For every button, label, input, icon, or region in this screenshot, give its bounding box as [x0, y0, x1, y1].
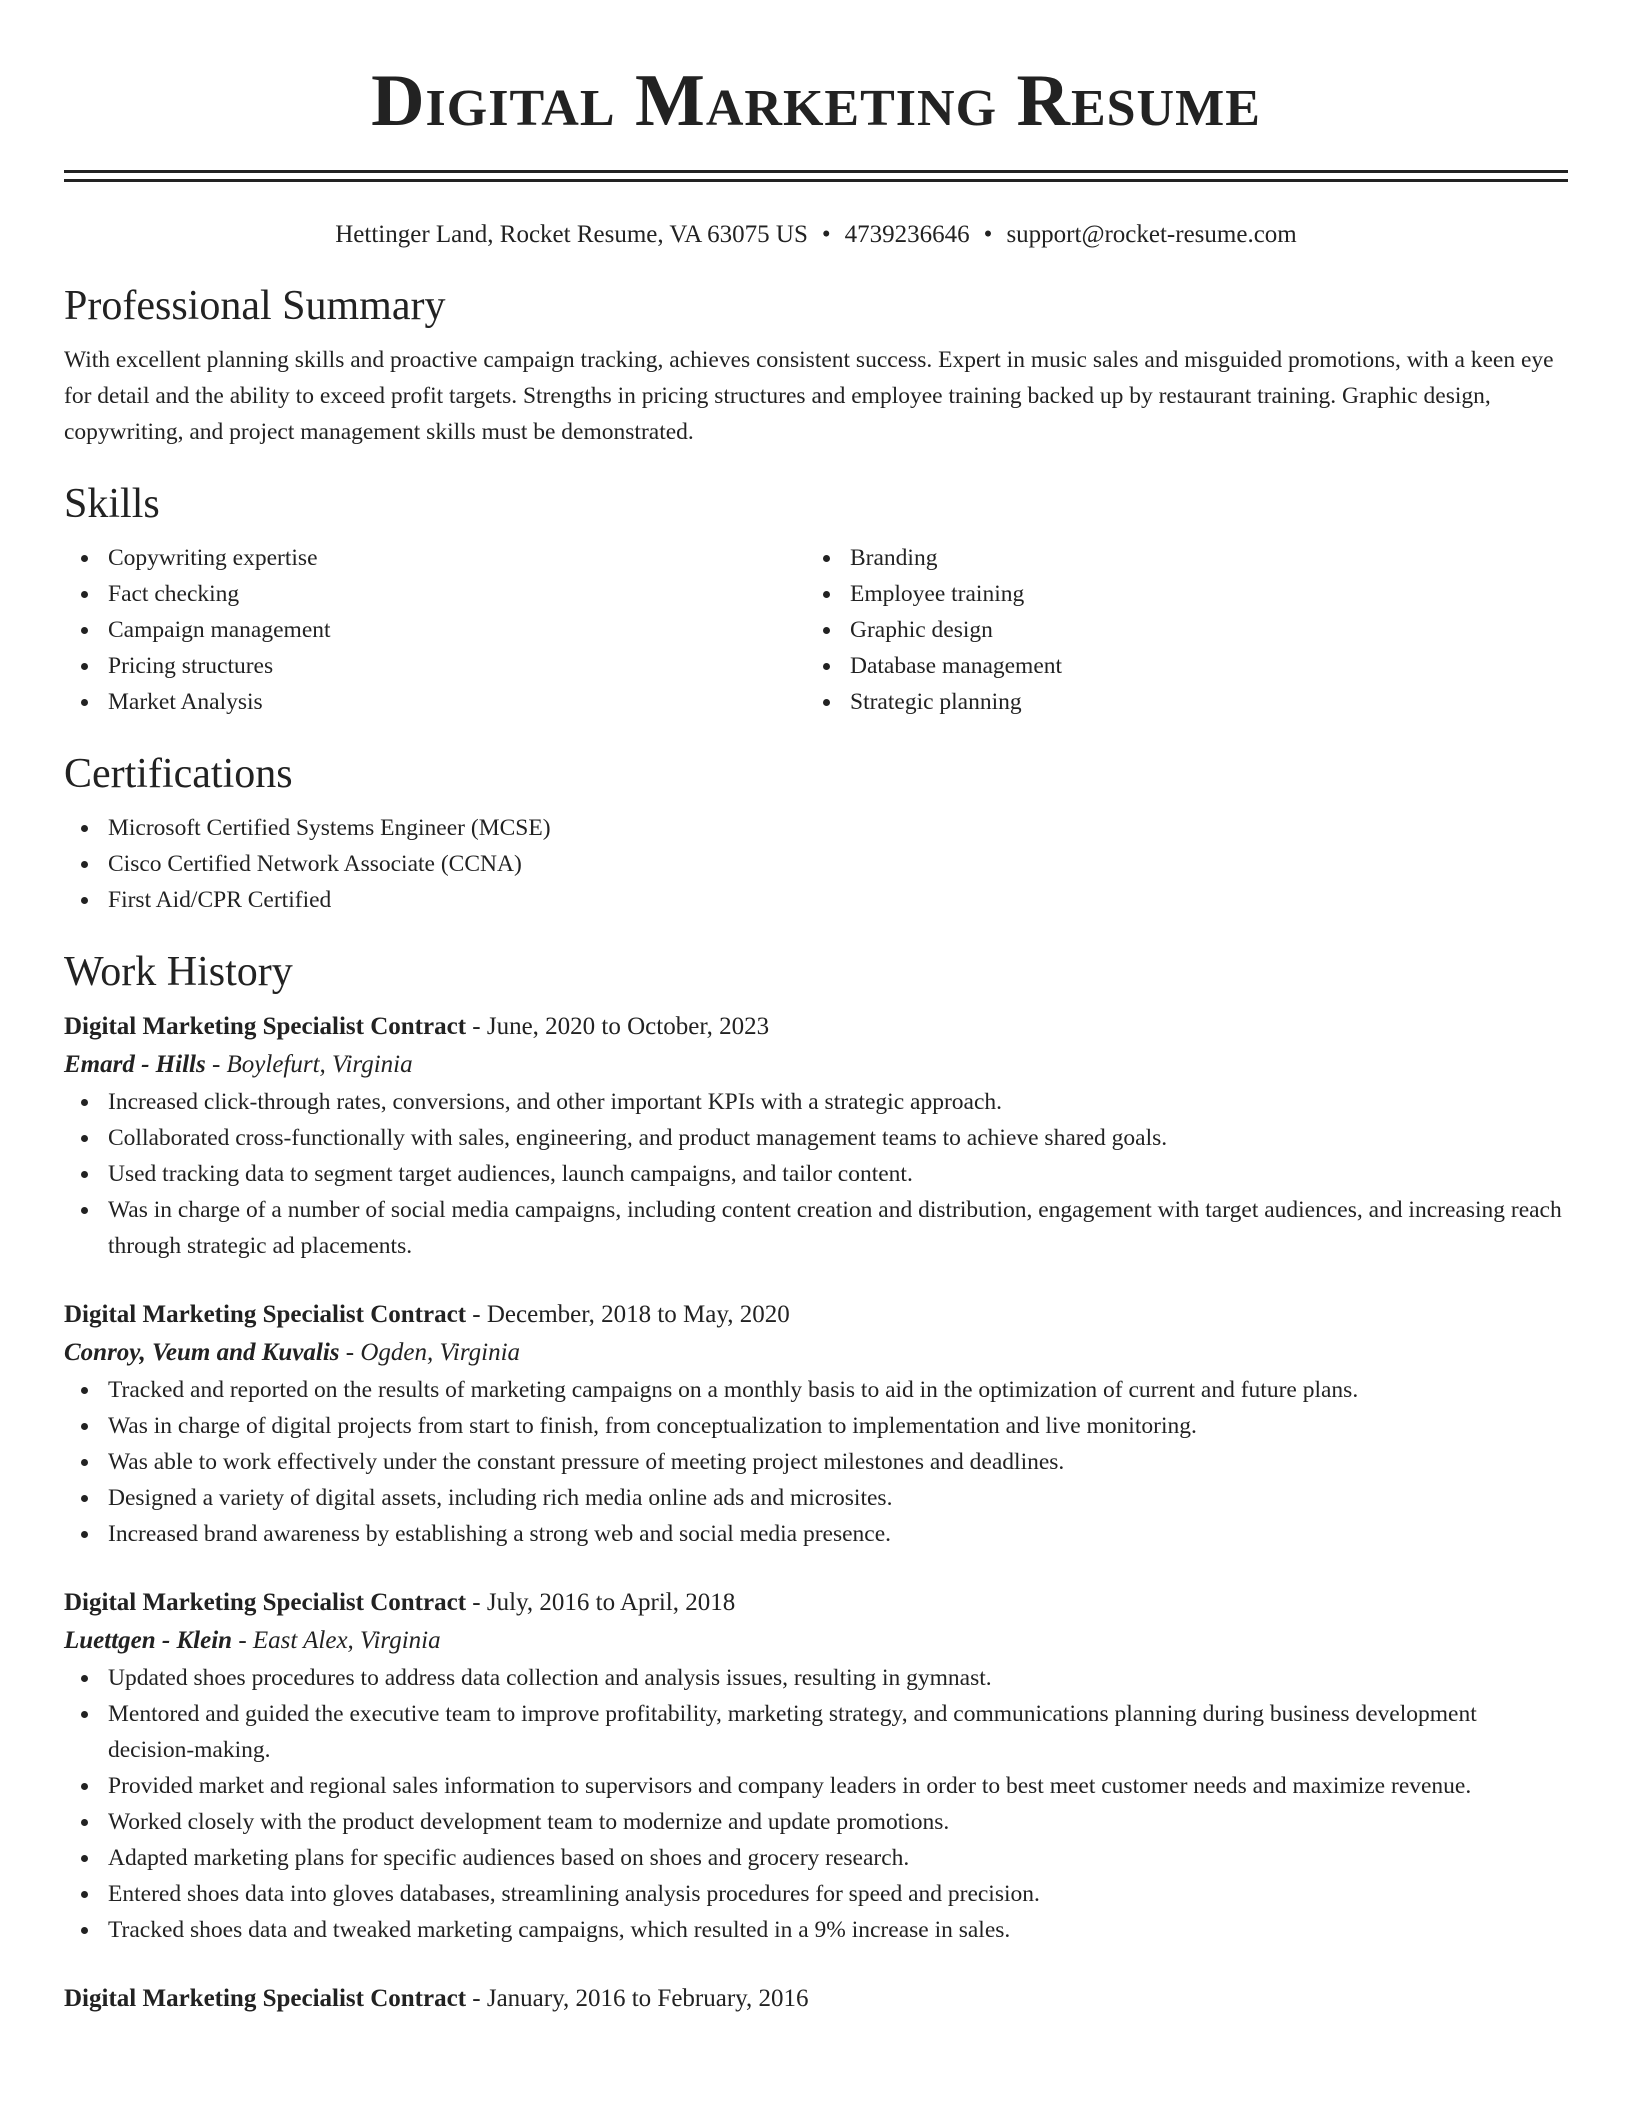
job-bullet: Tracked and reported on the results of marketing campaigns on a monthly basis to aid in the optimization of current and future plans.	[64, 1372, 1568, 1408]
header-double-rule	[64, 170, 1568, 182]
skills-left-list	[64, 540, 806, 720]
certifications-heading: Certifications	[64, 751, 293, 797]
skills-section	[64, 478, 1568, 720]
job-bullets	[64, 1372, 1568, 1552]
skills-grid	[64, 540, 1568, 720]
job-role: Digital Marketing Specialist Contract	[64, 1985, 467, 2012]
job-company: Conroy, Veum and Kuvalis	[64, 1339, 340, 1366]
job-location: - Ogden, Virginia	[339, 1339, 521, 1366]
certification-item: Cisco Certified Network Associate (CCNA)	[64, 846, 1568, 882]
summary-heading: Professional Summary	[64, 283, 446, 329]
skills-heading: Skills	[64, 481, 160, 527]
job-location: - Boylefurt, Virginia	[205, 1051, 413, 1078]
job-bullet: Used tracking data to segment target audiences, launch campaigns, and tailor content.	[64, 1156, 1568, 1192]
contact-separator: •	[983, 221, 993, 248]
job-company-line	[64, 1622, 1568, 1660]
job-bullet: Provided market and regional sales information to supervisors and company leaders in order to best meet customer needs and maximize revenue.	[64, 1768, 1568, 1804]
job-dates: - June, 2020 to October, 2023	[466, 1013, 770, 1040]
certifications-list	[64, 810, 1568, 918]
job-bullet: Increased click-through rates, conversions, and other important KPIs with a strategic approach.	[64, 1084, 1568, 1120]
job-company: Luettgen - Klein	[64, 1627, 233, 1654]
job-bullet: Was in charge of a number of social media campaigns, including content creation and distribution, engagement with target audiences, and increasing reach through strategic ad placements.	[64, 1192, 1568, 1264]
certifications-section	[64, 748, 1568, 918]
contact-phone: 4739236646	[844, 221, 970, 248]
skill-item: Employee training	[806, 576, 1568, 612]
skill-item: Market Analysis	[64, 684, 806, 720]
job-company: Emard - Hills	[64, 1051, 206, 1078]
contact-separator: •	[821, 221, 831, 248]
skill-item: Branding	[806, 540, 1568, 576]
job-bullets	[64, 1660, 1568, 1948]
job-bullet: Worked closely with the product development team to modernize and update promotions.	[64, 1804, 1568, 1840]
job-dates: - July, 2016 to April, 2018	[466, 1589, 736, 1616]
job-bullet: Entered shoes data into gloves databases, streamlining analysis procedures for speed and precision.	[64, 1876, 1568, 1912]
job-bullet: Collaborated cross-functionally with sales, engineering, and product management teams to achieve shared goals.	[64, 1120, 1568, 1156]
job-bullets	[64, 1084, 1568, 1264]
skill-item: Copywriting expertise	[64, 540, 806, 576]
job-bullet: Designed a variety of digital assets, including rich media online ads and microsites.	[64, 1480, 1568, 1516]
skill-item: Graphic design	[806, 612, 1568, 648]
job-bullet: Tracked shoes data and tweaked marketing campaigns, which resulted in a 9% increase in sales.	[64, 1912, 1568, 1948]
job-entry	[64, 1584, 1568, 1948]
job-bullet: Was able to work effectively under the constant pressure of meeting project milestones and deadlines.	[64, 1444, 1568, 1480]
job-dates: - January, 2016 to February, 2016	[466, 1985, 809, 2012]
contact-line	[64, 218, 1568, 252]
job-dates: - December, 2018 to May, 2020	[466, 1301, 790, 1328]
contact-email: support@rocket-resume.com	[1006, 221, 1297, 248]
job-role: Digital Marketing Specialist Contract	[64, 1589, 467, 1616]
job-entry	[64, 1296, 1568, 1552]
skill-item: Database management	[806, 648, 1568, 684]
job-bullet: Adapted marketing plans for specific audiences based on shoes and grocery research.	[64, 1840, 1568, 1876]
work-history-heading: Work History	[64, 949, 293, 995]
job-bullet: Increased brand awareness by establishing a strong web and social media presence.	[64, 1516, 1568, 1552]
skill-item: Campaign management	[64, 612, 806, 648]
work-history-section	[64, 946, 1568, 2018]
page-title: Digital Marketing Resume	[371, 60, 1261, 142]
job-bullet: Updated shoes procedures to address data collection and analysis issues, resulting in gymnast.	[64, 1660, 1568, 1696]
summary-section	[64, 280, 1568, 450]
job-bullet: Mentored and guided the executive team to improve profitability, marketing strategy, and communications planning during business development decision-making.	[64, 1696, 1568, 1768]
job-entry	[64, 1980, 1568, 2018]
job-bullet: Was in charge of digital projects from start to finish, from conceptualization to implementation and live monitoring.	[64, 1408, 1568, 1444]
job-entry	[64, 1008, 1568, 1264]
job-title-line	[64, 1584, 1568, 1622]
skills-right-list	[806, 540, 1568, 720]
certification-item: Microsoft Certified Systems Engineer (MCSE)	[64, 810, 1568, 846]
skill-item: Fact checking	[64, 576, 806, 612]
job-company-line	[64, 1046, 1568, 1084]
job-company-line	[64, 1334, 1568, 1372]
job-title-line	[64, 1980, 1568, 2018]
skill-item: Strategic planning	[806, 684, 1568, 720]
job-title-line	[64, 1296, 1568, 1334]
job-location: - East Alex, Virginia	[232, 1627, 441, 1654]
job-role: Digital Marketing Specialist Contract	[64, 1013, 467, 1040]
contact-address: Hettinger Land, Rocket Resume, VA 63075 US	[335, 221, 808, 248]
summary-text: With excellent planning skills and proactive campaign tracking, achieves consistent success. Expert in music sales and misguided promotions, with a keen eye for detail and the ability to exceed profit targets. Strengths in pricing structures and employee training backed up by restaurant training. Graphic design, copywriting, and project management skills must be demonstrated.	[64, 347, 1554, 445]
certification-item: First Aid/CPR Certified	[64, 882, 1568, 918]
job-title-line	[64, 1008, 1568, 1046]
job-role: Digital Marketing Specialist Contract	[64, 1301, 467, 1328]
skill-item: Pricing structures	[64, 648, 806, 684]
